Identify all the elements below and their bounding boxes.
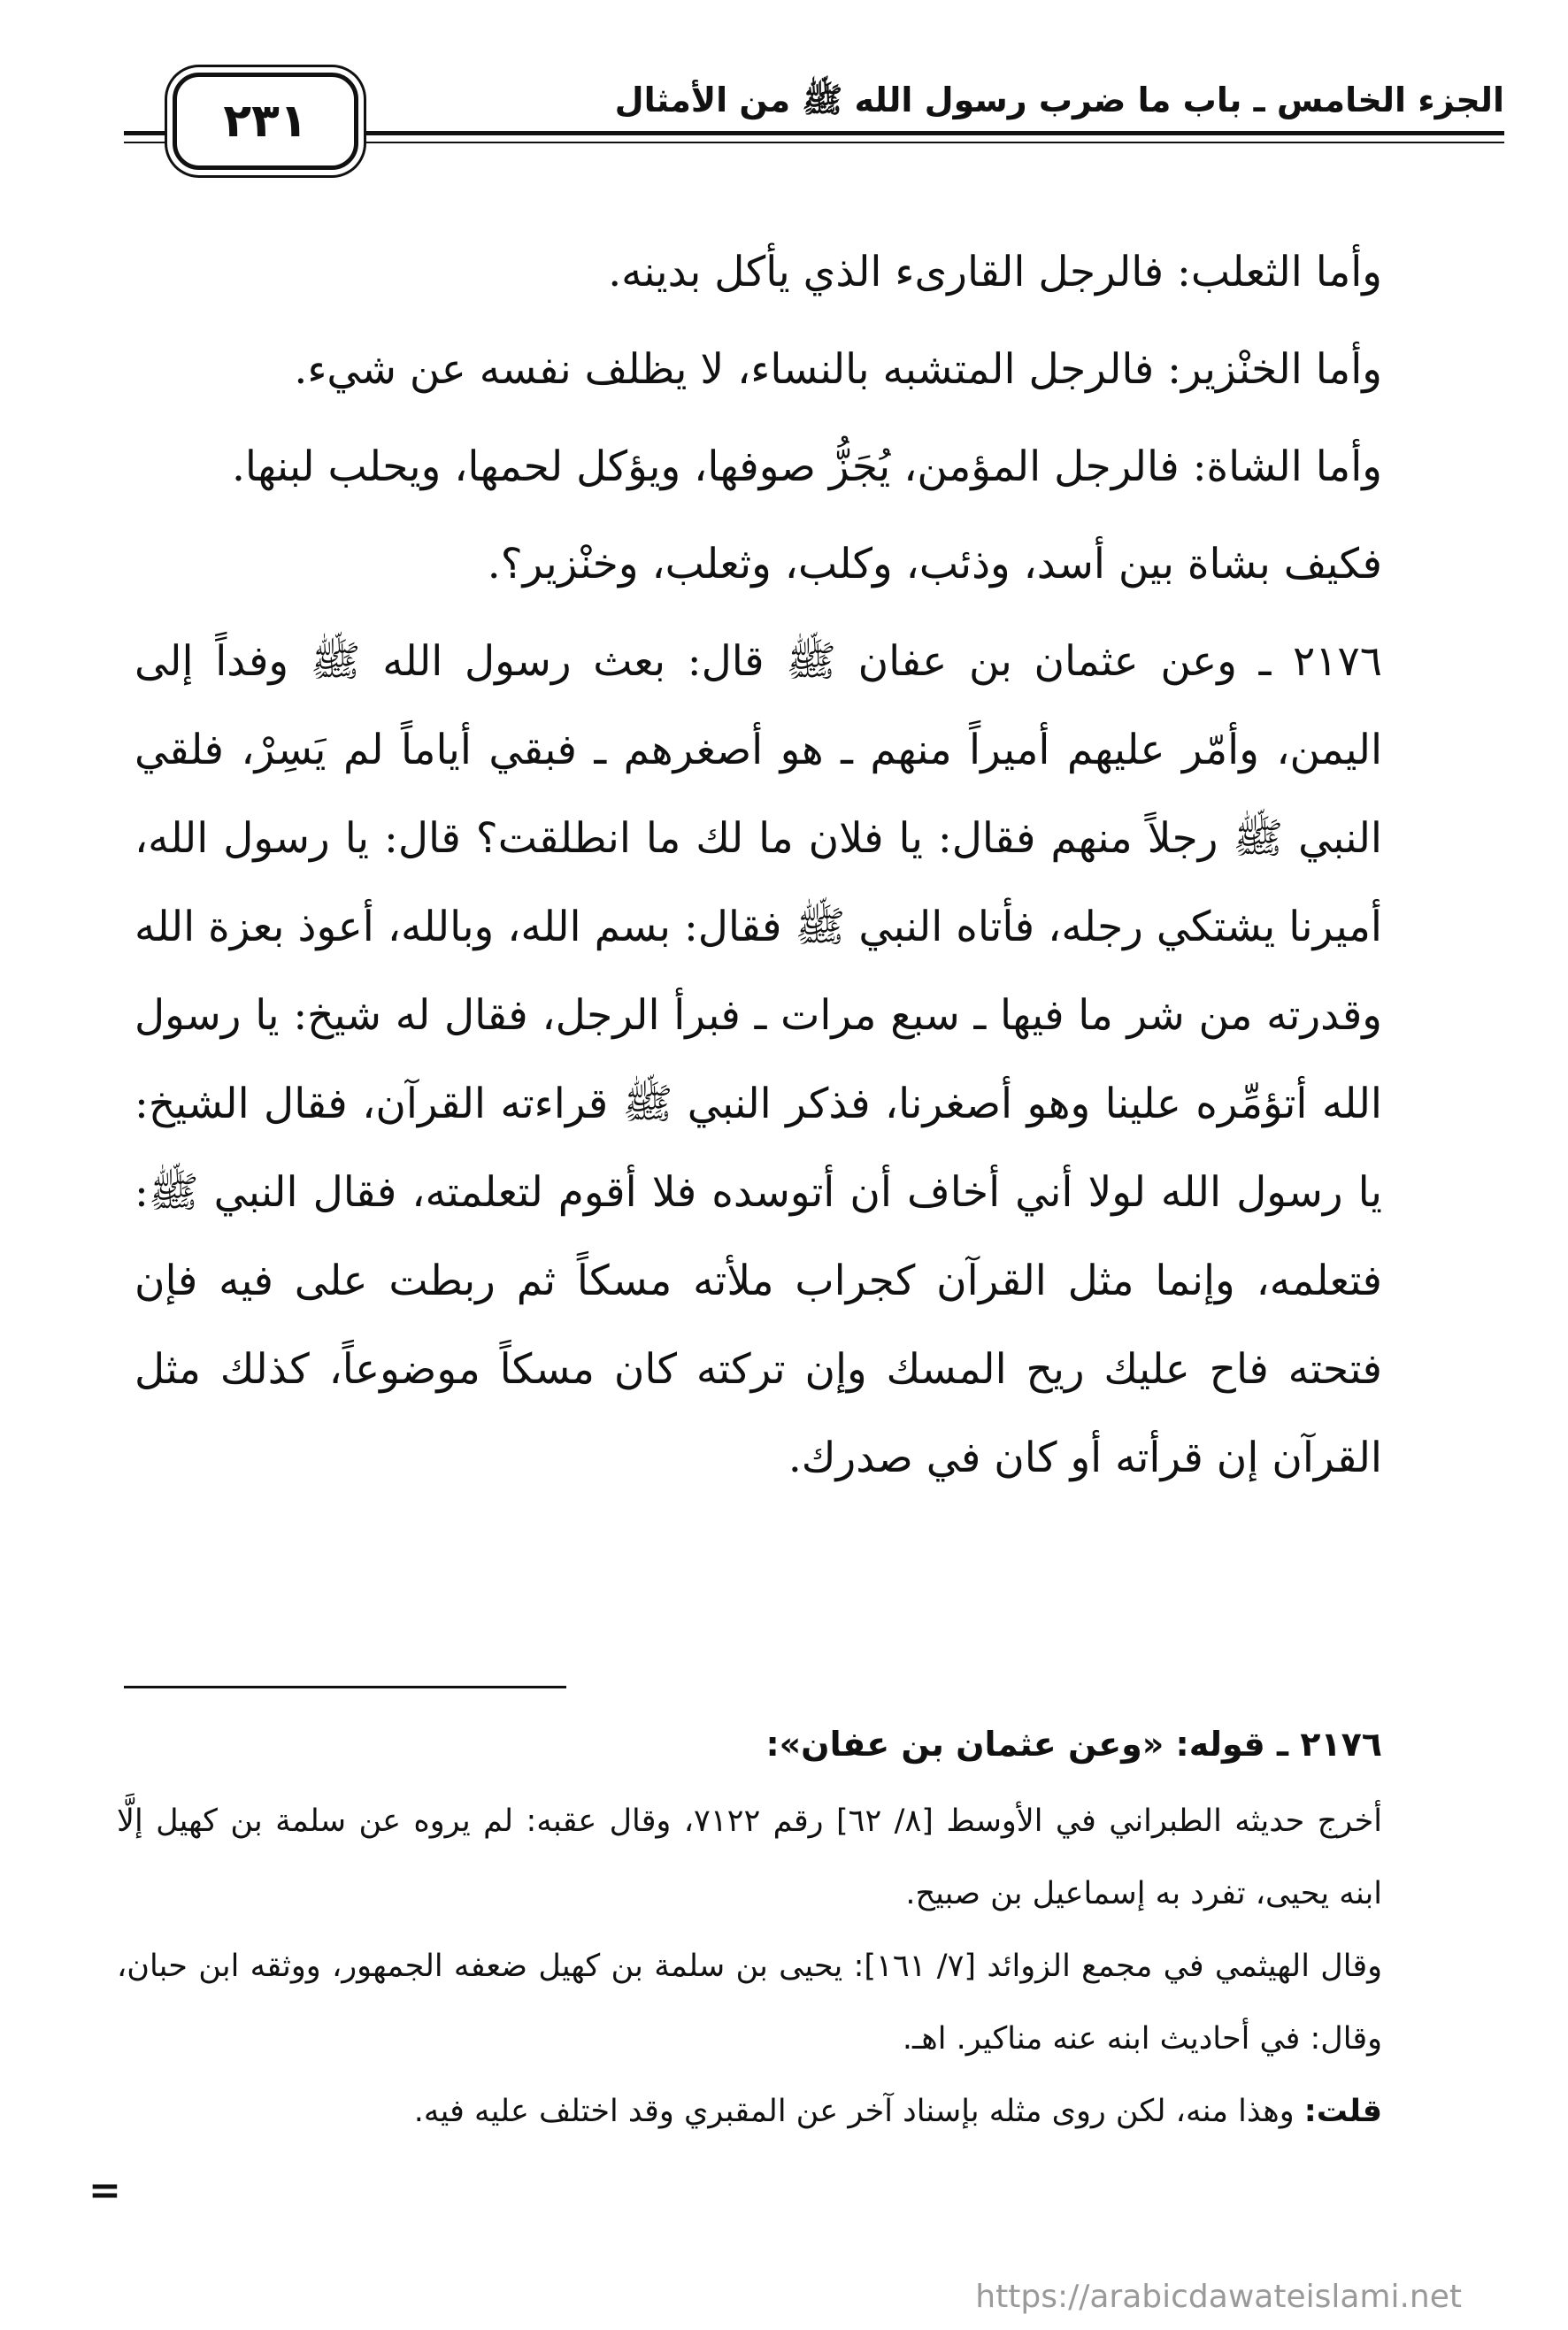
running-head: الجزء الخامس ـ باب ما ضرب رسول الله ﷺ من الأمثال [614,81,1504,119]
footnote-paragraph-1: أخرج حديثه الطبراني في الأوسط [٨/ ٦٢] رقم ٧١٢٢، وقال عقبه: لم يروه عن سلمة بن كهيل إلَّا ابنه يحيى، تفرد به إسماعيل بن صبيح. [117,1803,1382,1911]
paragraph-sheep: وأما الشاة: فالرجل المؤمن، يُجَزُّ صوفها، ويؤكل لحمها، ويحلب لبنها. [231,442,1382,491]
footnote-paragraph-2: وقال الهيثمي في مجمع الزوائد [٧/ ١٦١]: يحيى بن سلمة بن كهيل ضعفه الجمهور، ووثقه ابن حبان، وقال: في أحاديث ابنه عنه مناكير. اهـ. [117,1949,1382,2057]
page-number-frame [173,73,358,170]
watermark-url: https://arabicdawateislami.net [975,2279,1462,2315]
footnote-heading: ٢١٧٦ ـ قوله: «وعن عثمان بن عفان»: [765,1725,1382,1764]
page-header [124,53,1504,186]
footnote-lead: قلت: [1303,2094,1382,2129]
paragraph-pig: وأما الخنْزير: فالرجل المتشبه بالنساء، لا يظلف نفسه عن شيء. [294,345,1382,394]
paragraph-question: فكيف بشاة بين أسد، وذئب، وكلب، وثعلب، وخنْزير؟. [487,540,1382,588]
page-number: ٢٣١ [223,95,308,148]
footnote-separator [124,1686,566,1688]
footnote-paragraph-3-text: وهذا منه، لكن روى مثله بإسناد آخر عن المقبري وقد اختلف عليه فيه. [413,2094,1304,2129]
footnotes [117,1712,1382,2148]
hadith-2176: ٢١٧٦ ـ وعن عثمان بن عفان ﷺ قال: بعث رسول الله ﷺ وفداً إلى اليمن، وأمّر عليهم أميراً منهم ـ هو أصغرهم ـ فبقي أياماً لم يَسِرْ، فلقي النبي ﷺ رجلاً منهم فقال: يا فلان ما لك ما انطلقت؟ قال: يا رسول الله، أميرنا يشتكي رجله، فأتاه النبي ﷺ فقال: بسم الله، وبالله، أعوذ بعزة الله وقدرته من شر ما فيها ـ سبع مرات ـ فبرأ الرجل، فقال له شيخ: يا رسول الله أتؤمِّره علينا وهو أصغرنا، فذكر النبي ﷺ قراءته القرآن، فقال الشيخ: يا رسول الله لولا أني أخاف أن أتوسده فلا أقوم لتعلمته، فقال النبي ﷺ: فتعلمه، وإنما مثل القرآن كجراب ملأته مسكاً ثم ربطت على فيه فإن فتحته فاح عليك ريح المسك وإن تركته كان مسكاً موضوعاً، كذلك مثل القرآن إن قرأته أو كان في صدرك. [135,637,1382,1482]
paragraph-fox: وأما الثعلب: فالرجل القارىء الذي يأكل بدينه. [608,248,1382,296]
continuation-mark: = [88,2168,121,2213]
main-text [135,228,1382,1503]
footnote-paragraph-3 [117,2075,1382,2148]
